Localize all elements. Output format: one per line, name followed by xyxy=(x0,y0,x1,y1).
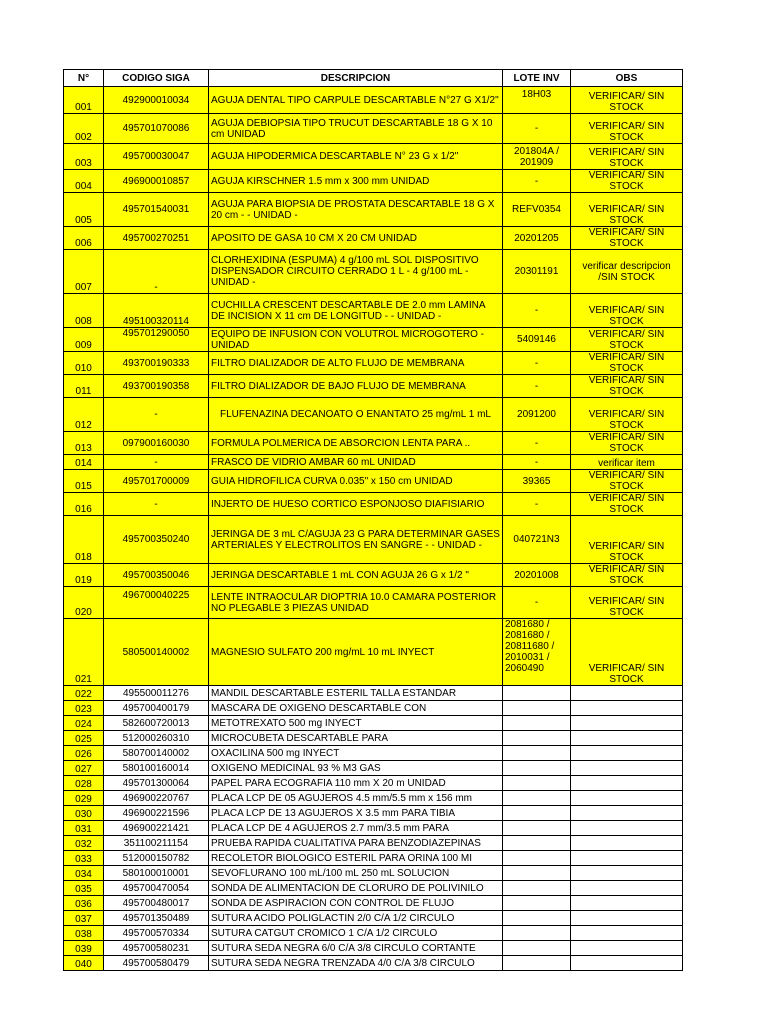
row-lote: 18H03 xyxy=(503,87,571,114)
table-row xyxy=(64,941,683,956)
row-number: 033 xyxy=(64,851,104,866)
row-codigo: 495701540031 xyxy=(104,193,209,227)
row-number: 029 xyxy=(64,791,104,806)
row-lote: 2081680 / 2081680 / 20811680 / 2010031 / 2060490 xyxy=(503,619,571,686)
row-descripcion: FRASCO DE VIDRIO AMBAR 60 mL UNIDAD xyxy=(209,455,503,470)
row-codigo: - xyxy=(104,455,209,470)
row-codigo: 495700270251 xyxy=(104,227,209,250)
row-lote xyxy=(503,956,571,971)
row-lote: 39365 xyxy=(503,470,571,493)
row-descripcion: APOSITO DE GASA 10 CM X 20 CM UNIDAD xyxy=(209,227,503,250)
row-obs: VERIFICAR/ SIN STOCK xyxy=(571,170,683,193)
row-codigo: 580100010001 xyxy=(104,866,209,881)
row-number: 039 xyxy=(64,941,104,956)
row-obs: VERIFICAR/ SIN STOCK xyxy=(571,328,683,352)
table-row xyxy=(64,821,683,836)
row-lote xyxy=(503,791,571,806)
row-obs xyxy=(571,686,683,701)
table-row xyxy=(64,294,683,328)
row-number: 023 xyxy=(64,701,104,716)
row-codigo: - xyxy=(104,250,209,294)
table-row xyxy=(64,746,683,761)
table-row xyxy=(64,956,683,971)
row-number: 036 xyxy=(64,896,104,911)
row-number: 007 xyxy=(64,250,104,294)
table-row xyxy=(64,114,683,144)
table-row xyxy=(64,352,683,375)
row-lote xyxy=(503,911,571,926)
row-lote: 20201205 xyxy=(503,227,571,250)
row-lote xyxy=(503,896,571,911)
row-codigo: 495700350046 xyxy=(104,564,209,587)
row-obs: VERIFICAR/ SIN STOCK xyxy=(571,227,683,250)
table-row xyxy=(64,619,683,686)
row-obs xyxy=(571,776,683,791)
row-lote xyxy=(503,851,571,866)
row-obs: verificar descripcion /SIN STOCK xyxy=(571,250,683,294)
row-codigo: 495700350240 xyxy=(104,516,209,564)
row-descripcion: SUTURA ACIDO POLIGLACTIN 2/0 C/A 1/2 CIRCULO xyxy=(209,911,503,926)
row-obs: VERIFICAR/ SIN STOCK xyxy=(571,114,683,144)
table-row xyxy=(64,716,683,731)
row-obs: VERIFICAR/ SIN STOCK xyxy=(571,352,683,375)
row-number: 020 xyxy=(64,587,104,619)
row-codigo: 495100320114 xyxy=(104,294,209,328)
row-descripcion: INJERTO DE HUESO CORTICO ESPONJOSO DIAFISIARIO xyxy=(209,493,503,516)
row-codigo: 495700030047 xyxy=(104,144,209,170)
row-obs xyxy=(571,806,683,821)
table-row xyxy=(64,686,683,701)
row-obs xyxy=(571,746,683,761)
table-row xyxy=(64,776,683,791)
table-row xyxy=(64,911,683,926)
row-codigo: 496900010857 xyxy=(104,170,209,193)
row-lote: - xyxy=(503,432,571,455)
row-descripcion: OXACILINA 500 mg INYECT xyxy=(209,746,503,761)
row-descripcion: SONDA DE ASPIRACION CON CONTROL DE FLUJO xyxy=(209,896,503,911)
row-number: 003 xyxy=(64,144,104,170)
row-number: 025 xyxy=(64,731,104,746)
row-number: 006 xyxy=(64,227,104,250)
row-codigo: 495700480017 xyxy=(104,896,209,911)
row-obs xyxy=(571,911,683,926)
row-number: 016 xyxy=(64,493,104,516)
header-lote: LOTE INV xyxy=(503,70,571,87)
row-lote: REFV0354 xyxy=(503,193,571,227)
table-row xyxy=(64,926,683,941)
row-descripcion: FORMULA POLMERICA DE ABSORCION LENTA PARA .. xyxy=(209,432,503,455)
row-number: 004 xyxy=(64,170,104,193)
row-number: 001 xyxy=(64,87,104,114)
row-codigo: - xyxy=(104,493,209,516)
row-descripcion: PAPEL PARA ECOGRAFIA 110 mm X 20 m UNIDAD xyxy=(209,776,503,791)
row-number: 032 xyxy=(64,836,104,851)
row-lote xyxy=(503,746,571,761)
row-obs xyxy=(571,821,683,836)
row-codigo: 351100211154 xyxy=(104,836,209,851)
row-obs xyxy=(571,731,683,746)
row-obs: VERIFICAR/ SIN STOCK xyxy=(571,375,683,398)
row-descripcion: RECOLETOR BIOLOGICO ESTERIL PARA ORINA 100 MI xyxy=(209,851,503,866)
table-row xyxy=(64,227,683,250)
row-number: 028 xyxy=(64,776,104,791)
row-descripcion: JERINGA DESCARTABLE 1 mL CON AGUJA 26 G x 1/2 " xyxy=(209,564,503,587)
row-descripcion: PLACA LCP DE 4 AGUJEROS 2.7 mm/3.5 mm PARA xyxy=(209,821,503,836)
header-n: N° xyxy=(64,70,104,87)
row-codigo: 495701350489 xyxy=(104,911,209,926)
row-obs: VERIFICAR/ SIN STOCK xyxy=(571,193,683,227)
row-lote: - xyxy=(503,455,571,470)
row-descripcion: PLACA LCP DE 13 AGUJEROS X 3.5 mm PARA TIBIA xyxy=(209,806,503,821)
table-row xyxy=(64,170,683,193)
row-descripcion: LENTE INTRAOCULAR DIOPTRIA 10.0 CAMARA POSTERIOR NO PLEGABLE 3 PIEZAS UNIDAD xyxy=(209,587,503,619)
table-row xyxy=(64,87,683,114)
row-obs: VERIFICAR/ SIN STOCK xyxy=(571,470,683,493)
row-descripcion: SUTURA SEDA NEGRA TRENZADA 4/0 C/A 3/8 CIRCULO xyxy=(209,956,503,971)
row-obs xyxy=(571,716,683,731)
row-codigo: 495701300064 xyxy=(104,776,209,791)
row-codigo: 493700190333 xyxy=(104,352,209,375)
row-descripcion: SUTURA SEDA NEGRA 6/0 C/A 3/8 CIRCULO CORTANTE xyxy=(209,941,503,956)
row-lote: - xyxy=(503,114,571,144)
table-row xyxy=(64,761,683,776)
row-codigo: 580100160014 xyxy=(104,761,209,776)
table-row xyxy=(64,398,683,432)
table-row xyxy=(64,328,683,352)
row-codigo: 496900221596 xyxy=(104,806,209,821)
row-codigo: 492900010034 xyxy=(104,87,209,114)
row-lote xyxy=(503,941,571,956)
row-number: 034 xyxy=(64,866,104,881)
row-codigo: 512000260310 xyxy=(104,731,209,746)
table-row xyxy=(64,375,683,398)
table-row xyxy=(64,896,683,911)
row-obs xyxy=(571,926,683,941)
header-obs: OBS xyxy=(571,70,683,87)
table-row xyxy=(64,587,683,619)
row-obs: VERIFICAR/ SIN STOCK xyxy=(571,587,683,619)
row-descripcion: PLACA LCP DE 05 AGUJEROS 4.5 mm/5.5 mm x 156 mm xyxy=(209,791,503,806)
row-number: 008 xyxy=(64,294,104,328)
row-descripcion: SEVOFLURANO 100 mL/100 mL 250 mL SOLUCION xyxy=(209,866,503,881)
row-descripcion: AGUJA DENTAL TIPO CARPULE DESCARTABLE N°27 G X1/2" xyxy=(209,87,503,114)
row-lote xyxy=(503,731,571,746)
row-descripcion: SONDA DE ALIMENTACION DE CLORURO DE POLIVINILO xyxy=(209,881,503,896)
row-lote xyxy=(503,686,571,701)
header-descripcion: DESCRIPCION xyxy=(209,70,503,87)
row-obs xyxy=(571,956,683,971)
row-obs: verificar item xyxy=(571,455,683,470)
row-descripcion: PRUEBA RAPIDA CUALITATIVA PARA BENZODIAZEPINAS xyxy=(209,836,503,851)
row-lote: 2091200 xyxy=(503,398,571,432)
row-descripcion: EQUIPO DE INFUSION CON VOLUTROL MICROGOTERO - UNIDAD xyxy=(209,328,503,352)
row-codigo: 495701290050 xyxy=(104,328,209,352)
row-lote: 5409146 xyxy=(503,328,571,352)
table-row xyxy=(64,866,683,881)
row-obs: VERIFICAR/ SIN STOCK xyxy=(571,432,683,455)
row-lote xyxy=(503,836,571,851)
row-codigo: 495700570334 xyxy=(104,926,209,941)
row-descripcion: MAGNESIO SULFATO 200 mg/mL 10 mL INYECT xyxy=(209,619,503,686)
row-obs: VERIFICAR/ SIN STOCK xyxy=(571,516,683,564)
row-lote xyxy=(503,701,571,716)
row-number: 030 xyxy=(64,806,104,821)
row-lote: 20201008 xyxy=(503,564,571,587)
row-lote: - xyxy=(503,493,571,516)
table-row xyxy=(64,144,683,170)
table-row xyxy=(64,470,683,493)
row-obs: VERIFICAR/ SIN STOCK xyxy=(571,564,683,587)
row-codigo: 582600720013 xyxy=(104,716,209,731)
row-codigo: 495700580479 xyxy=(104,956,209,971)
table-row xyxy=(64,791,683,806)
row-number: 005 xyxy=(64,193,104,227)
row-number: 031 xyxy=(64,821,104,836)
row-lote: 20301191 xyxy=(503,250,571,294)
row-lote xyxy=(503,761,571,776)
table-row xyxy=(64,851,683,866)
table-row xyxy=(64,250,683,294)
row-lote xyxy=(503,806,571,821)
row-codigo: - xyxy=(104,398,209,432)
row-descripcion: AGUJA HIPODERMICA DESCARTABLE N° 23 G x 1/2" xyxy=(209,144,503,170)
table-row xyxy=(64,564,683,587)
row-obs xyxy=(571,881,683,896)
row-codigo: 580700140002 xyxy=(104,746,209,761)
row-lote xyxy=(503,821,571,836)
row-codigo: 512000150782 xyxy=(104,851,209,866)
row-obs xyxy=(571,941,683,956)
row-descripcion: MANDIL DESCARTABLE ESTERIL TALLA ESTANDAR xyxy=(209,686,503,701)
row-number: 037 xyxy=(64,911,104,926)
row-number: 035 xyxy=(64,881,104,896)
row-number: 038 xyxy=(64,926,104,941)
row-descripcion: CUCHILLA CRESCENT DESCARTABLE DE 2.0 mm LAMINA DE INCISION X 11 cm DE LONGITUD - - UNIDAD - xyxy=(209,294,503,328)
row-lote xyxy=(503,716,571,731)
row-codigo: 495701070086 xyxy=(104,114,209,144)
row-codigo: 495700400179 xyxy=(104,701,209,716)
row-obs: VERIFICAR/ SIN STOCK xyxy=(571,493,683,516)
row-codigo: 496900220767 xyxy=(104,791,209,806)
row-obs xyxy=(571,701,683,716)
table-row xyxy=(64,836,683,851)
row-obs xyxy=(571,761,683,776)
row-obs xyxy=(571,836,683,851)
row-number: 021 xyxy=(64,619,104,686)
row-descripcion: MICROCUBETA DESCARTABLE PARA xyxy=(209,731,503,746)
row-obs xyxy=(571,896,683,911)
row-descripcion: CLORHEXIDINA (ESPUMA) 4 g/100 mL SOL DISPOSITIVO DISPENSADOR CIRCUITO CERRADO 1 L - 4 g/100 mL - UNIDAD - xyxy=(209,250,503,294)
inventory-table xyxy=(63,69,683,971)
row-lote: - xyxy=(503,375,571,398)
row-obs: VERIFICAR/ SIN STOCK xyxy=(571,398,683,432)
row-codigo: 097900160030 xyxy=(104,432,209,455)
row-obs: VERIFICAR/ SIN STOCK xyxy=(571,144,683,170)
row-descripcion: METOTREXATO 500 mg INYECT xyxy=(209,716,503,731)
row-lote xyxy=(503,926,571,941)
table-row xyxy=(64,881,683,896)
row-obs: VERIFICAR/ SIN STOCK xyxy=(571,619,683,686)
row-codigo: 496700040225 xyxy=(104,587,209,619)
row-obs: VERIFICAR/ SIN STOCK xyxy=(571,294,683,328)
row-lote: - xyxy=(503,170,571,193)
row-number: 027 xyxy=(64,761,104,776)
table-row xyxy=(64,432,683,455)
table-row xyxy=(64,516,683,564)
row-number: 019 xyxy=(64,564,104,587)
row-descripcion: FILTRO DIALIZADOR DE ALTO FLUJO DE MEMBRANA xyxy=(209,352,503,375)
row-descripcion: FLUFENAZINA DECANOATO O ENANTATO 25 mg/mL 1 mL xyxy=(209,398,503,432)
row-lote: - xyxy=(503,294,571,328)
row-descripcion: SUTURA CATGUT CROMICO 1 C/A 1/2 CIRCULO xyxy=(209,926,503,941)
table-row xyxy=(64,731,683,746)
row-obs: VERIFICAR/ SIN STOCK xyxy=(571,87,683,114)
row-number: 024 xyxy=(64,716,104,731)
row-obs xyxy=(571,851,683,866)
row-lote: - xyxy=(503,352,571,375)
row-lote: 201804A / 201909 xyxy=(503,144,571,170)
row-codigo: 495500011276 xyxy=(104,686,209,701)
row-number: 010 xyxy=(64,352,104,375)
row-obs xyxy=(571,866,683,881)
row-lote xyxy=(503,866,571,881)
row-codigo: 495701700009 xyxy=(104,470,209,493)
row-number: 012 xyxy=(64,398,104,432)
row-descripcion: OXIGENO MEDICINAL 93 % M3 GAS xyxy=(209,761,503,776)
row-number: 015 xyxy=(64,470,104,493)
header-codigo: CODIGO SIGA xyxy=(104,70,209,87)
row-codigo: 495700580231 xyxy=(104,941,209,956)
row-number: 014 xyxy=(64,455,104,470)
table-row xyxy=(64,455,683,470)
row-lote xyxy=(503,776,571,791)
header-row xyxy=(64,70,683,87)
row-number: 022 xyxy=(64,686,104,701)
row-descripcion: AGUJA KIRSCHNER 1.5 mm x 300 mm UNIDAD xyxy=(209,170,503,193)
row-lote: - xyxy=(503,587,571,619)
row-lote xyxy=(503,881,571,896)
row-descripcion: GUIA HIDROFILICA CURVA 0.035" x 150 cm UNIDAD xyxy=(209,470,503,493)
row-codigo: 580500140002 xyxy=(104,619,209,686)
row-number: 002 xyxy=(64,114,104,144)
row-number: 026 xyxy=(64,746,104,761)
row-descripcion: MASCARA DE OXIGENO DESCARTABLE CON xyxy=(209,701,503,716)
table-row xyxy=(64,193,683,227)
row-descripcion: FILTRO DIALIZADOR DE BAJO FLUJO DE MEMBRANA xyxy=(209,375,503,398)
table-row xyxy=(64,493,683,516)
table-row xyxy=(64,701,683,716)
row-codigo: 496900221421 xyxy=(104,821,209,836)
row-number: 018 xyxy=(64,516,104,564)
row-lote: 040721N3 xyxy=(503,516,571,564)
row-number: 040 xyxy=(64,956,104,971)
row-number: 013 xyxy=(64,432,104,455)
row-codigo: 495700470054 xyxy=(104,881,209,896)
row-descripcion: AGUJA PARA BIOPSIA DE PROSTATA DESCARTABLE 18 G X 20 cm - - UNIDAD - xyxy=(209,193,503,227)
row-descripcion: JERINGA DE 3 mL C/AGUJA 23 G PARA DETERMINAR GASES ARTERIALES Y ELECTROLITOS EN SANGRE - - UNIDAD - xyxy=(209,516,503,564)
row-number: 011 xyxy=(64,375,104,398)
row-codigo: 493700190358 xyxy=(104,375,209,398)
row-descripcion: AGUJA DEBIOPSIA TIPO TRUCUT DESCARTABLE 18 G X 10 cm UNIDAD xyxy=(209,114,503,144)
row-obs xyxy=(571,791,683,806)
table-row xyxy=(64,806,683,821)
row-number: 009 xyxy=(64,328,104,352)
